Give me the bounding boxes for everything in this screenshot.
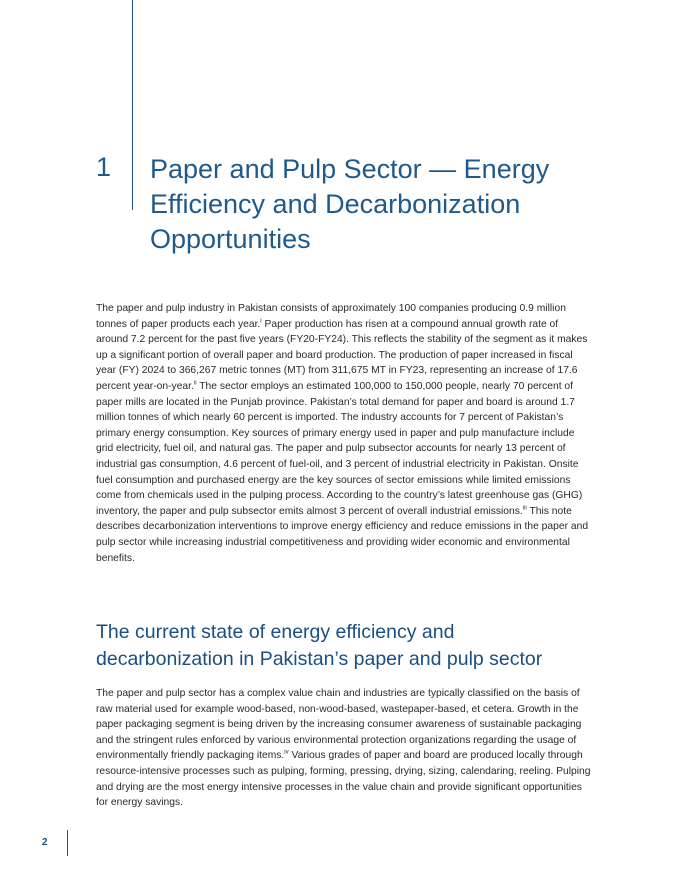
intro-text-4: This note describes decarbonization interventions to improve energy efficiency and reduce emissions in the paper and pulp sector while increasing industrial competitiveness and providing wider economic and environmental benefits. [96,505,589,564]
chapter-title: Paper and Pulp Sector — Energy Efficiency and Decarbonization Opportunities [150,154,550,254]
header-vertical-rule [132,0,133,210]
footnote-ref-iv[interactable]: iv [284,749,289,756]
footer-vertical-rule [67,830,68,856]
intro-text-1: The paper and pulp industry in Pakistan consists of approximately 100 companies producing 0.9 million tonnes of paper products each year. [96,303,566,330]
footnote-ref-iii[interactable]: iii [522,505,527,512]
chapter-number: 1 [96,152,112,182]
section-text-2: Various grades of paper and board are produced locally through resource-intensive processes such as pulping, forming, pressing, drying, sizing, calendaring, reeling. Pulping and drying are the most energy intensive processes in the value chain and provide significant opportunities for energy savings. [96,750,591,809]
intro-paragraph [96,301,591,566]
footnote-ref-i[interactable]: i [260,318,262,325]
footnote-ref-ii[interactable]: ii [193,380,197,387]
intro-text-2: Paper production has risen at a compound annual growth rate of around 7.2 percent for the past five years (FY20-FY24). This reflects the stability of the segment as it makes up a significant portion of overall paper and board production. The production of paper increased in fiscal year (FY) 2024 to 366,267 metric tonnes (MT) from 311,675 MT in FY23, representing an increase of 17.6 percent year-on-year. [96,318,588,392]
page-number: 2 [42,837,48,848]
section-paragraph [96,686,591,811]
section-heading: The current state of energy efficiency and decarbonization in Pakistan’s paper and pulp sector [96,621,543,670]
section-text-1: The paper and pulp sector has a complex value chain and industries are typically classified on the basis of raw material used for example wood-based, non-wood-based, wastepaper-based, et cetera. Growth in the paper packaging segment is being driven by the increasing consumer awareness of sustainable packaging and the stringent rules enforced by various environmental protection organizations regarding the usage of environmentally friendly packaging items. [96,688,582,762]
intro-text-3: The sector employs an estimated 100,000 to 150,000 people, nearly 70 percent of paper mills are located in the Punjab province. Pakistan’s total demand for paper and board is around 1.7 million tonnes of which nearly 60 percent is imported. The industry accounts for 7 percent of Pakistan’s primary energy consumption. Key sources of primary energy used in paper and pulp manufacture include grid electricity, fuel oil, and natural gas. The paper and pulp subsector accounts for nearly 13 percent of industrial gas consumption, 4.6 percent of fuel-oil, and 3 percent of industrial electricity in Pakistan. Onsite fuel consumption and purchased energy are the key sources of sector emissions while limited emissions come from chemicals used in the pulping process. According to the country’s latest greenhouse gas (GHG) inventory, the paper and pulp subsector emits almost 3 percent of overall industrial emissions. [96,380,583,517]
